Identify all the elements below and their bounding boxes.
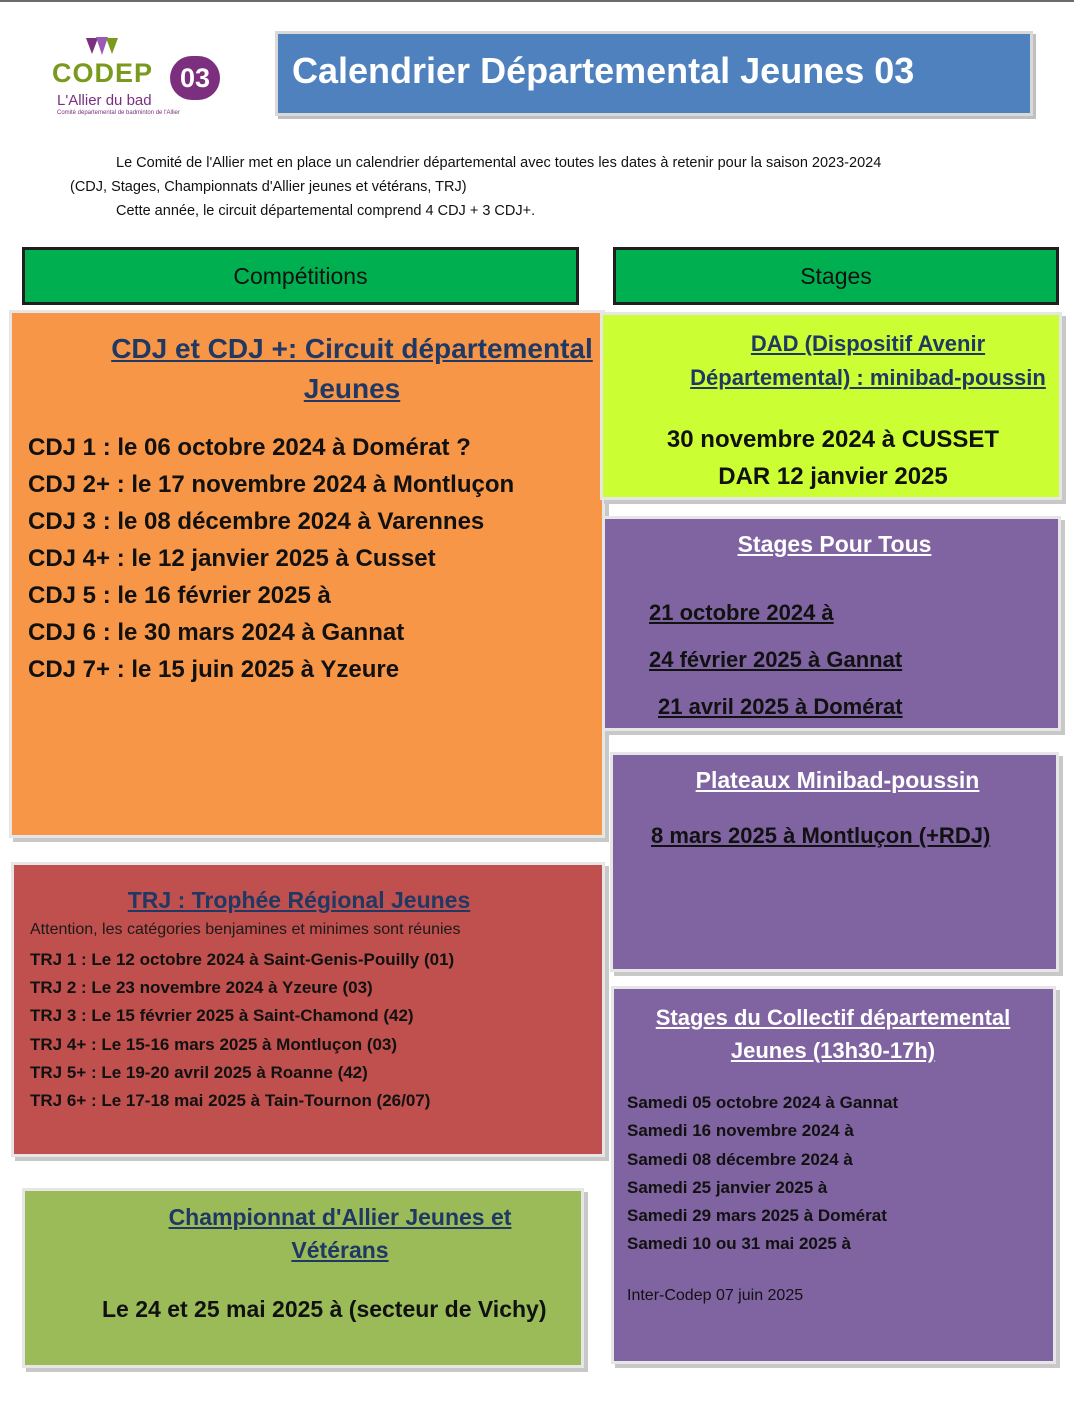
trj-note: Attention, les catégories benjamines et minimes sont réunies: [30, 921, 461, 938]
collectif-list: [627, 1089, 898, 1259]
trj-title: TRJ : Trophée Régional Jeunes: [127, 887, 471, 913]
collectif-title: [614, 1001, 1052, 1067]
cdj-panel: [9, 310, 605, 838]
list-item: CDJ 3 : le 08 décembre 2024 à Varennes: [28, 508, 485, 535]
list-item: 21 octobre 2024 à: [649, 600, 834, 625]
dad-title-line-1: DAD (Dispositif Avenir: [750, 331, 986, 356]
collectif-title-line-2: Jeunes (13h30-17h): [730, 1038, 936, 1063]
codep-logo: [52, 36, 232, 120]
championnat-title-line-2: Vétérans: [291, 1237, 389, 1263]
stages-header: Stages: [613, 247, 1059, 305]
cdj-title: [52, 329, 652, 409]
plateaux-date: 8 mars 2025 à Montluçon (+RDJ): [651, 823, 991, 848]
dad-dates: [603, 421, 1063, 495]
intro-line-3: Cette année, le circuit départemental comprend 4 CDJ + 3 CDJ+.: [116, 203, 536, 219]
list-item: Samedi 29 mars 2025 à Domérat: [627, 1206, 887, 1226]
intercodep-date: Inter-Codep 07 juin 2025: [627, 1287, 804, 1304]
logo-number: 03: [170, 56, 220, 100]
cdj-title-line-2: Jeunes: [303, 373, 401, 404]
list-item: TRJ 5+ : Le 19-20 avril 2025 à Roanne (42): [30, 1062, 368, 1082]
collectif-panel: [611, 986, 1056, 1364]
list-item: CDJ 5 : le 16 février 2025 à: [28, 582, 331, 609]
dad-title-line-2: Départemental) : minibad-poussin: [690, 365, 1046, 390]
list-item: TRJ 4+ : Le 15-16 mars 2025 à Montluçon (03): [30, 1034, 398, 1054]
stages-pour-tous-panel: [602, 516, 1061, 731]
intro-line-2: (CDJ, Stages, Championnats d'Allier jeunes et vétérans, TRJ): [70, 179, 467, 195]
list-item: 24 février 2025 à Gannat: [649, 647, 903, 672]
list-item: TRJ 3 : Le 15 février 2025 à Saint-Chamond (42): [30, 1006, 414, 1026]
list-item: Samedi 08 décembre 2024 à: [627, 1149, 853, 1169]
list-item: TRJ 2 : Le 23 novembre 2024 à Yzeure (03): [30, 978, 373, 998]
shuttlecock-icon: [72, 36, 132, 60]
list-item: Samedi 05 octobre 2024 à Gannat: [627, 1093, 899, 1112]
intro-text: [70, 151, 1030, 223]
logo-tagline: Comité départemental de badminton de l'Allier: [57, 110, 180, 116]
plateaux-panel: [610, 752, 1059, 972]
plateaux-title: Plateaux Minibad-poussin: [695, 767, 980, 793]
top-border: [0, 0, 1074, 2]
championnat-panel: [22, 1188, 584, 1368]
list-item: Samedi 10 ou 31 mai 2025 à: [627, 1234, 851, 1254]
cdj-list: [28, 429, 514, 688]
dad-date-1: 30 novembre 2024 à CUSSET: [666, 426, 1000, 453]
dad-panel: [600, 312, 1062, 500]
intro-line-1: Le Comité de l'Allier met en place un calendrier départemental avec toutes les dates à retenir pour la saison 2023-2024: [116, 155, 882, 171]
list-item: TRJ 6+ : Le 17-18 mai 2025 à Tain-Tournon (26/07): [30, 1091, 431, 1111]
championnat-title: [25, 1201, 655, 1267]
list-item: CDJ 7+ : le 15 juin 2025 à Yzeure: [28, 656, 400, 683]
logo-subtitle: L'Allier du bad: [57, 92, 152, 109]
trj-panel: [11, 862, 605, 1157]
list-item: Samedi 25 janvier 2025 à: [627, 1177, 828, 1197]
dad-title: [603, 327, 1074, 395]
dad-date-2: DAR 12 janvier 2025: [718, 463, 948, 490]
trj-list: [30, 946, 454, 1115]
logo-wordmark: CODEP: [52, 58, 154, 88]
competitions-header: Compétitions: [22, 247, 579, 305]
list-item: CDJ 1 : le 06 octobre 2024 à Domérat ?: [28, 434, 471, 461]
list-item: 21 avril 2025 à Domérat: [658, 694, 903, 719]
championnat-title-line-1: Championnat d'Allier Jeunes et: [168, 1204, 512, 1230]
list-item: TRJ 1 : Le 12 octobre 2024 à Saint-Genis-Pouilly (01): [30, 950, 455, 969]
cdj-title-line-1: CDJ et CDJ +: Circuit départemental: [111, 333, 593, 364]
list-item: CDJ 2+ : le 17 novembre 2024 à Montluçon: [28, 471, 515, 498]
collectif-title-line-1: Stages du Collectif départemental: [655, 1005, 1011, 1030]
list-item: CDJ 6 : le 30 mars 2024 à Gannat: [28, 619, 405, 646]
championnat-date: Le 24 et 25 mai 2025 à (secteur de Vichy): [102, 1296, 547, 1322]
stages-pour-tous-list: [649, 589, 903, 730]
stages-pour-tous-title: Stages Pour Tous: [737, 531, 932, 557]
list-item: CDJ 4+ : le 12 janvier 2025 à Cusset: [28, 545, 436, 572]
page-title: Calendrier Départemental Jeunes 03: [275, 31, 1033, 116]
list-item: Samedi 16 novembre 2024 à: [627, 1121, 854, 1141]
